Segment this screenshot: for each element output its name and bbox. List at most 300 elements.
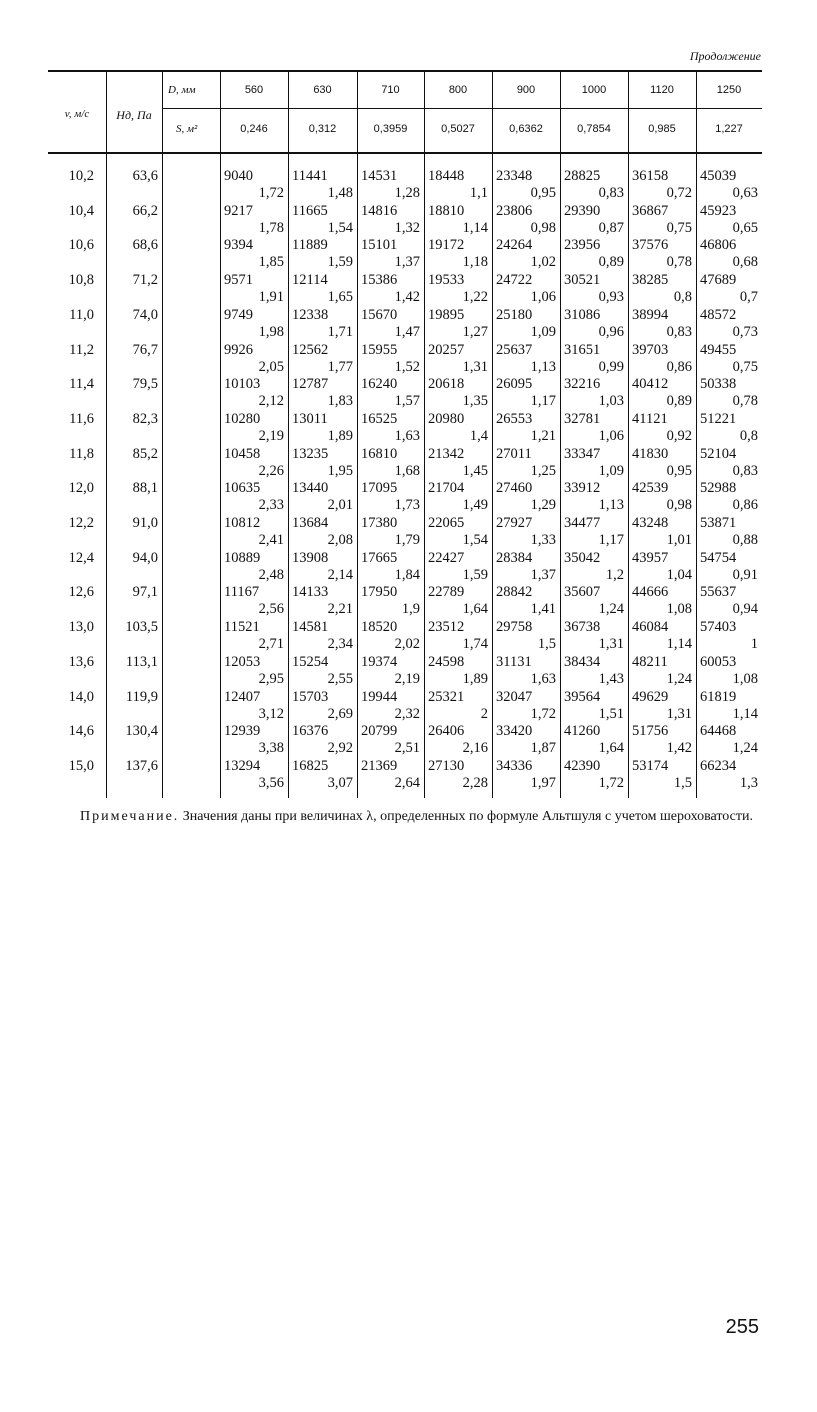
flow-value: 17380 (361, 515, 398, 531)
header-s: S, м² (176, 123, 198, 135)
flow-value: 10812 (224, 515, 261, 531)
loss-value: 1,42 (666, 740, 692, 757)
flow-value: 18520 (361, 619, 398, 636)
table-top-rule (48, 70, 762, 72)
area-header: 1,227 (715, 123, 743, 135)
loss-value: 1 (750, 636, 758, 653)
loss-value: 1,31 (462, 358, 488, 375)
flow-value: 12114 (292, 272, 328, 289)
loss-value: 0,68 (732, 254, 758, 271)
flow-value: 10103 (224, 376, 261, 393)
loss-value: 1,37 (394, 254, 420, 271)
area-header: 0,6362 (509, 123, 543, 135)
flow-value: 27130 (428, 757, 465, 774)
loss-value: 2,19 (258, 427, 284, 444)
loss-value: 1,64 (598, 740, 624, 757)
loss-value: 1,84 (394, 566, 420, 583)
loss-value: 0,75 (666, 219, 692, 236)
loss-value: 1,14 (666, 636, 692, 653)
loss-value: 1,65 (327, 289, 353, 306)
flow-value: 12338 (292, 306, 329, 323)
flow-value: 19944 (361, 688, 398, 705)
flow-value: 35042 (564, 549, 601, 566)
loss-value: 0,86 (732, 497, 758, 514)
loss-value: 0,92 (666, 427, 692, 444)
flow-value: 49455 (700, 341, 737, 358)
flow-value: 20980 (428, 410, 465, 427)
flow-value: 21342 (428, 445, 465, 462)
loss-value: 2,71 (258, 636, 284, 653)
loss-value: 1,17 (530, 393, 556, 410)
loss-value: 0,83 (732, 462, 758, 479)
flow-value: 12562 (292, 341, 329, 358)
flow-value: 11167 (224, 584, 260, 601)
loss-value: 2,05 (258, 358, 284, 375)
loss-value: 0,8 (739, 427, 758, 444)
loss-value: 3,56 (258, 774, 284, 791)
flow-value: 28825 (564, 168, 601, 184)
flow-value: 14531 (361, 168, 398, 184)
loss-value: 0,63 (732, 185, 758, 201)
flow-value: 60053 (700, 653, 737, 670)
loss-value: 1,98 (258, 323, 284, 340)
pressure-cell: 103,5 (125, 619, 158, 636)
loss-value: 0,65 (732, 219, 758, 236)
loss-value: 1,64 (462, 601, 488, 618)
flow-value: 16810 (361, 445, 398, 462)
flow-value: 23806 (496, 202, 533, 219)
flow-value: 15101 (361, 237, 398, 254)
flow-value: 23956 (564, 237, 601, 254)
loss-value: 0,91 (732, 566, 758, 583)
velocity-cell: 10,8 (68, 272, 94, 289)
velocity-cell: 14,6 (68, 723, 94, 740)
velocity-cell: 15,0 (68, 757, 94, 774)
loss-value: 1,14 (732, 705, 758, 722)
pressure-cell: 63,6 (132, 168, 158, 184)
area-header: 0,3959 (373, 123, 408, 135)
flow-value: 14133 (292, 584, 329, 601)
loss-value: 1,68 (394, 462, 420, 479)
flow-value: 22065 (428, 515, 465, 531)
loss-value: 2,01 (327, 497, 353, 514)
loss-value: 2,26 (258, 462, 284, 479)
flow-value: 17665 (361, 549, 398, 566)
loss-value: 1,79 (394, 532, 420, 548)
diameter-header: 1120 (650, 84, 674, 96)
flow-value: 28842 (496, 584, 533, 601)
velocity-cell: 11,0 (69, 306, 94, 323)
pressure-cell: 68,6 (132, 237, 158, 254)
flow-value: 33912 (564, 480, 601, 497)
flow-value: 9749 (224, 306, 253, 323)
loss-value: 0,73 (732, 323, 758, 340)
pressure-cell: 94,0 (132, 549, 158, 566)
loss-value: 1,24 (666, 670, 692, 687)
loss-value: 1,72 (258, 185, 284, 201)
loss-value: 1,1 (469, 185, 488, 201)
flow-value: 13908 (292, 549, 329, 566)
pressure-cell: 137,6 (125, 757, 158, 774)
header-mid-rule (162, 108, 762, 109)
flow-value: 26553 (496, 410, 533, 427)
loss-value: 1,95 (327, 462, 353, 479)
diameter-header: 1250 (716, 84, 742, 96)
loss-value: 1,49 (462, 497, 488, 514)
flow-value: 27927 (496, 515, 533, 531)
pressure-cell: 130,4 (125, 723, 158, 740)
loss-value: 1,83 (327, 393, 353, 410)
loss-value: 1,3 (739, 774, 758, 791)
flow-value: 10889 (224, 549, 261, 566)
loss-value: 2,56 (258, 601, 284, 618)
flow-value: 38994 (632, 306, 669, 323)
note-label: Примечание. (80, 809, 180, 824)
flow-value: 28384 (496, 549, 533, 566)
loss-value: 1,91 (258, 289, 284, 306)
loss-value: 0,78 (666, 254, 692, 271)
loss-value: 1,42 (394, 289, 420, 306)
loss-value: 0,8 (673, 289, 692, 306)
loss-value: 1,18 (462, 254, 488, 271)
flow-value: 45923 (700, 202, 737, 219)
flow-value: 53871 (700, 515, 737, 531)
flow-value: 9217 (224, 202, 253, 219)
diameter-header: 1000 (581, 84, 607, 96)
pressure-cell: 79,5 (132, 376, 158, 393)
pressure-cell: 119,9 (125, 688, 158, 705)
loss-value: 2,02 (394, 636, 420, 653)
loss-value: 1,5 (673, 774, 692, 791)
flow-value: 19172 (428, 237, 465, 254)
flow-value: 9040 (224, 168, 253, 184)
velocity-cell: 11,6 (69, 410, 94, 427)
loss-value: 0,88 (732, 532, 758, 548)
loss-value: 1,45 (462, 462, 488, 479)
loss-value: 1,59 (462, 566, 488, 583)
flow-value: 22789 (428, 584, 465, 601)
flow-value: 11889 (292, 237, 328, 254)
flow-value: 22427 (428, 549, 465, 566)
loss-value: 2,08 (327, 532, 353, 548)
flow-value: 9926 (224, 341, 253, 358)
flow-value: 44666 (632, 584, 669, 601)
loss-value: 1,31 (666, 705, 692, 722)
loss-value: 2,21 (327, 601, 353, 618)
loss-value: 1,89 (462, 670, 488, 687)
loss-value: 3,12 (258, 705, 284, 722)
flow-value: 16825 (292, 757, 329, 774)
loss-value: 1,59 (327, 254, 353, 271)
flow-value: 26095 (496, 376, 533, 393)
flow-value: 40412 (632, 376, 669, 393)
flow-value: 38434 (564, 653, 601, 670)
loss-value: 2 (480, 705, 488, 722)
flow-value: 42539 (632, 480, 669, 497)
flow-value: 53174 (632, 757, 669, 774)
flow-value: 39703 (632, 341, 669, 358)
loss-value: 2,28 (462, 774, 488, 791)
loss-value: 0,89 (598, 254, 624, 271)
flow-value: 46084 (632, 619, 669, 636)
diameter-header: 900 (516, 84, 536, 96)
table-note (80, 808, 760, 826)
flow-value: 33420 (496, 723, 533, 740)
pressure-cell: 66,2 (132, 202, 158, 219)
loss-value: 1,35 (462, 393, 488, 410)
velocity-cell: 12,4 (68, 549, 94, 566)
flow-value: 32047 (496, 688, 533, 705)
area-header: 0,312 (308, 123, 337, 135)
flow-value: 15670 (361, 306, 398, 323)
loss-value: 0,99 (598, 358, 624, 375)
pressure-cell: 82,3 (132, 410, 158, 427)
loss-value: 1,54 (462, 532, 488, 548)
flow-value: 33347 (564, 445, 601, 462)
flow-value: 15386 (361, 272, 398, 289)
diameter-header: 630 (313, 84, 332, 96)
flow-value: 16240 (361, 376, 398, 393)
flow-value: 16376 (292, 723, 329, 740)
flow-value: 43248 (632, 515, 669, 531)
loss-value: 1,32 (394, 219, 420, 236)
flow-value: 15955 (361, 341, 398, 358)
loss-value: 1,89 (327, 427, 353, 444)
flow-value: 41830 (632, 445, 669, 462)
loss-value: 1,5 (537, 636, 556, 653)
pressure-cell: 85,2 (132, 445, 158, 462)
loss-value: 2,16 (462, 740, 488, 757)
loss-value: 2,41 (258, 532, 284, 548)
loss-value: 1,73 (394, 497, 420, 514)
pressure-cell: 71,2 (132, 272, 158, 289)
flow-value: 26406 (428, 723, 465, 740)
flow-value: 52104 (700, 445, 737, 462)
loss-value: 2,69 (327, 705, 353, 722)
loss-value: 1,29 (530, 497, 556, 514)
loss-value: 1,25 (530, 462, 556, 479)
loss-value: 2,48 (258, 566, 284, 583)
flow-value: 48572 (700, 306, 737, 323)
flow-value: 30521 (564, 272, 601, 289)
page-number: 255 (725, 1316, 759, 1338)
flow-value: 13011 (292, 410, 328, 427)
flow-value: 13440 (292, 480, 329, 497)
loss-value: 1,74 (462, 636, 488, 653)
flow-value: 19533 (428, 272, 465, 289)
loss-value: 0,94 (732, 601, 758, 618)
flow-value: 31651 (564, 341, 601, 358)
loss-value: 1,27 (462, 323, 488, 340)
pressure-cell: 76,7 (132, 341, 158, 358)
loss-value: 2,92 (327, 740, 353, 757)
pressure-cell: 88,1 (132, 480, 158, 497)
column-divider (220, 70, 221, 798)
area-header: 0,7854 (577, 123, 611, 135)
flow-value: 21369 (361, 757, 398, 774)
flow-value: 11521 (224, 619, 260, 636)
loss-value: 1,22 (462, 289, 488, 306)
flow-value: 19374 (361, 653, 398, 670)
column-divider (560, 70, 561, 798)
header-v: v, м/с (64, 108, 90, 120)
flow-value: 17095 (361, 480, 398, 497)
flow-value: 61819 (700, 688, 737, 705)
flow-value: 64468 (700, 723, 737, 740)
flow-value: 42390 (564, 757, 601, 774)
flow-value: 19895 (428, 306, 465, 323)
flow-value: 29758 (496, 619, 533, 636)
flow-value: 49629 (632, 688, 669, 705)
column-divider (696, 70, 697, 798)
loss-value: 0,96 (598, 323, 624, 340)
flow-value: 35607 (564, 584, 601, 601)
velocity-cell: 10,2 (68, 168, 94, 184)
column-divider (492, 70, 493, 798)
flow-value: 45039 (700, 168, 737, 184)
flow-value: 66234 (700, 757, 737, 774)
flow-value: 36867 (632, 202, 669, 219)
loss-value: 1,04 (666, 566, 692, 583)
flow-value: 31131 (496, 653, 532, 670)
loss-value: 1,37 (530, 566, 556, 583)
velocity-cell: 10,4 (68, 202, 94, 219)
loss-value: 2,95 (258, 670, 284, 687)
flow-value: 11441 (292, 168, 328, 184)
loss-value: 1,48 (327, 185, 353, 201)
loss-value: 1,09 (530, 323, 556, 340)
flow-value: 16525 (361, 410, 398, 427)
flow-value: 52988 (700, 480, 737, 497)
column-divider (628, 70, 629, 798)
loss-value: 3,07 (327, 774, 353, 791)
continuation-label: Продолжение (689, 49, 761, 63)
loss-value: 1,28 (394, 185, 420, 201)
pressure-cell: 97,1 (132, 584, 158, 601)
loss-value: 1,47 (394, 323, 420, 340)
flow-value: 36738 (564, 619, 601, 636)
loss-value: 2,19 (394, 670, 420, 687)
flow-value: 23348 (496, 168, 533, 184)
loss-value: 1,77 (327, 358, 353, 375)
flow-value: 14581 (292, 619, 329, 636)
column-divider (288, 70, 289, 798)
loss-value: 1,4 (469, 427, 488, 444)
loss-value: 1,85 (258, 254, 284, 271)
flow-value: 32216 (564, 376, 601, 393)
loss-value: 1,31 (598, 636, 624, 653)
loss-value: 1,2 (605, 566, 624, 583)
flow-value: 41260 (564, 723, 601, 740)
flow-value: 13684 (292, 515, 329, 531)
loss-value: 1,17 (598, 532, 624, 548)
diameter-header: 560 (244, 84, 264, 96)
area-header: 0,246 (240, 123, 268, 135)
velocity-cell: 10,6 (68, 237, 94, 254)
loss-value: 0,87 (598, 219, 624, 236)
flow-value: 20799 (361, 723, 398, 740)
flow-value: 32781 (564, 410, 601, 427)
flow-value: 11665 (292, 202, 328, 219)
header-h: Hд, Па (116, 108, 152, 122)
loss-value: 0,95 (530, 185, 556, 201)
column-divider (106, 70, 107, 798)
loss-value: 0,95 (666, 462, 692, 479)
loss-value: 2,64 (394, 774, 420, 791)
loss-value: 1,43 (598, 670, 624, 687)
loss-value: 2,12 (258, 393, 284, 410)
flow-value: 12407 (224, 688, 261, 705)
loss-value: 1,57 (394, 393, 420, 410)
loss-value: 1,01 (666, 532, 692, 548)
flow-value: 43957 (632, 549, 669, 566)
flow-value: 12787 (292, 376, 329, 393)
area-header: 0,5027 (441, 123, 475, 135)
loss-value: 1,63 (394, 427, 420, 444)
flow-value: 20257 (428, 341, 465, 358)
flow-value: 55637 (700, 584, 737, 601)
loss-value: 0,72 (666, 185, 692, 201)
flow-value: 17950 (361, 584, 398, 601)
loss-value: 1,71 (327, 323, 353, 340)
flow-value: 29390 (564, 202, 601, 219)
flow-value: 34477 (564, 515, 601, 531)
flow-value: 54754 (700, 549, 737, 566)
flow-value: 12939 (224, 723, 261, 740)
loss-value: 1,08 (666, 601, 692, 618)
loss-value: 1,54 (327, 219, 353, 236)
loss-value: 1,33 (530, 532, 556, 548)
pressure-cell: 74,0 (132, 306, 158, 323)
loss-value: 1,06 (530, 289, 556, 306)
flow-value: 13235 (292, 445, 329, 462)
pressure-cell: 113,1 (125, 653, 158, 670)
loss-value: 1,03 (598, 393, 624, 410)
flow-value: 27011 (496, 445, 532, 462)
column-divider (357, 70, 358, 798)
loss-value: 1,09 (598, 462, 624, 479)
loss-value: 1,87 (530, 740, 556, 757)
flow-value: 12053 (224, 653, 261, 670)
flow-value: 25180 (496, 306, 533, 323)
pressure-cell: 91,0 (132, 515, 158, 531)
velocity-cell: 12,6 (68, 584, 94, 601)
loss-value: 0,7 (739, 289, 758, 306)
flow-value: 37576 (632, 237, 669, 254)
flow-value: 51756 (632, 723, 669, 740)
flow-value: 13294 (224, 757, 261, 774)
flow-value: 48211 (632, 653, 668, 670)
flow-value: 10635 (224, 480, 261, 497)
flow-value: 18448 (428, 168, 465, 184)
flow-value: 15703 (292, 688, 329, 705)
flow-value: 23512 (428, 619, 465, 636)
flow-value: 24598 (428, 653, 465, 670)
loss-value: 0,98 (530, 219, 556, 236)
loss-value: 1,14 (462, 219, 488, 236)
note-text: Значения даны при величинах λ, определенных по формуле Альтшуля с учетом шероховатости. (182, 809, 753, 824)
column-divider (162, 70, 163, 798)
flow-value: 9394 (224, 237, 253, 254)
loss-value: 0,98 (666, 497, 692, 514)
flow-value: 24264 (496, 237, 533, 254)
loss-value: 1,97 (530, 774, 556, 791)
flow-value: 39564 (564, 688, 601, 705)
loss-value: 1,24 (732, 740, 758, 757)
velocity-cell: 12,2 (68, 515, 94, 531)
loss-value: 0,93 (598, 289, 624, 306)
diameter-header: 800 (448, 84, 468, 96)
